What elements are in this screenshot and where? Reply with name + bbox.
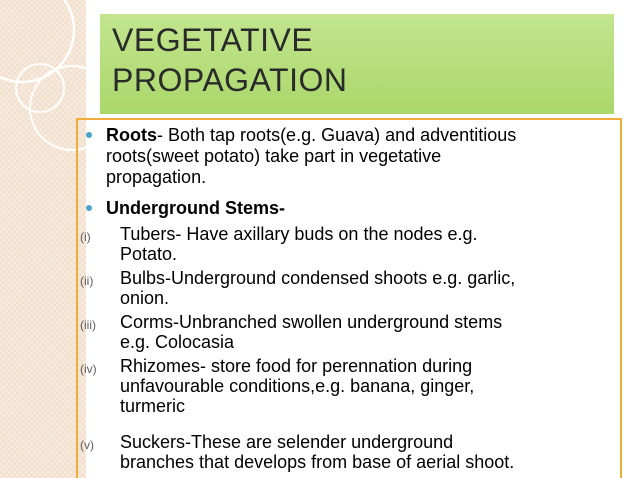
- numbered-line: branches that develops from base of aerial shoot.: [120, 452, 515, 472]
- numbered-line: turmeric: [120, 396, 186, 416]
- numbered-line: Bulbs-Underground condensed shoots e.g. garlic,: [120, 268, 516, 288]
- numbered-line: Corms-Unbranched swollen underground stems: [120, 312, 503, 332]
- bullet-dot-icon: [86, 205, 92, 211]
- bullet-dot-icon: [86, 132, 92, 138]
- numbered-label: (ii): [80, 274, 94, 288]
- slide-title-line-2: PROPAGATION: [112, 62, 348, 98]
- decor-ring-small: [16, 64, 64, 112]
- numbered-line: Potato.: [120, 244, 178, 264]
- numbered-label: (v): [80, 438, 94, 452]
- decor-ring-large: [0, 0, 74, 82]
- slide-title-line-1: VEGETATIVE: [112, 22, 314, 58]
- numbered-line: e.g. Colocasia: [120, 332, 235, 352]
- bullet-roots-rest: - Both tap roots(e.g. Guava) and adventitious: [157, 125, 517, 145]
- bullet-roots-line-1: [106, 125, 616, 146]
- numbered-line: Rhizomes- store food for perennation during: [120, 356, 473, 376]
- numbered-line: unfavourable conditions,e.g. banana, ginger,: [120, 376, 475, 396]
- numbered-line: Suckers-These are selender underground: [120, 432, 454, 452]
- bullet-underground-stems-bold: Underground Stems-: [106, 198, 286, 218]
- numbered-label: (i): [80, 230, 91, 244]
- slide-title-box: [100, 14, 614, 114]
- numbered-label: (iv): [80, 362, 97, 376]
- numbered-line: Tubers- Have axillary buds on the nodes e.g.: [120, 224, 478, 244]
- bullet-roots-bold: Roots: [106, 125, 157, 145]
- numbered-label: (iii): [80, 318, 96, 332]
- numbered-line: onion.: [120, 288, 170, 308]
- bullet-roots-line-2: roots(sweet potato) take part in vegetative: [106, 146, 442, 166]
- bullet-roots-line-3: propagation.: [106, 167, 207, 187]
